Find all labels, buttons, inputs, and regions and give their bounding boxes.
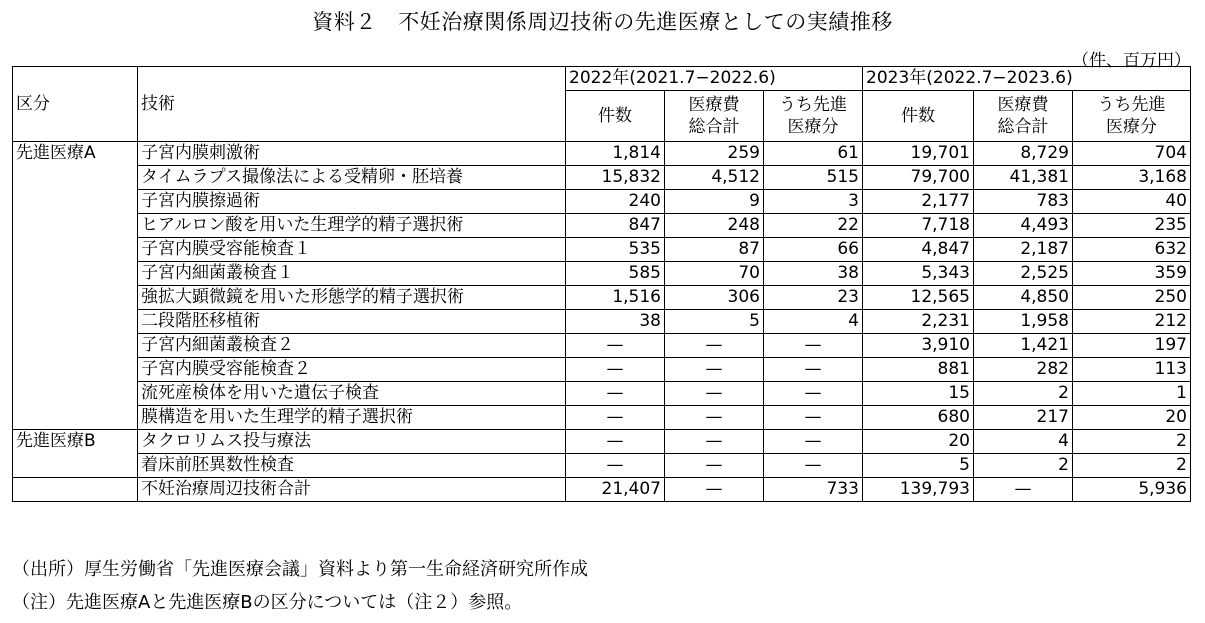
header-cost-2022 [665, 91, 764, 142]
row-count-2022: 1,814 [566, 142, 665, 166]
total-adv-2022: 733 [764, 478, 863, 502]
row-technique: タクロリムス投与療法 [138, 430, 566, 454]
row-count-2022: 1,516 [566, 286, 665, 310]
row-category [13, 358, 138, 382]
row-count-2022: 847 [566, 214, 665, 238]
row-count-2022: — [566, 334, 665, 358]
row-adv-2023: 1 [1073, 382, 1191, 406]
row-technique: タイムラプス撮像法による受精卵・胚培養 [138, 166, 566, 190]
row-count-2023: 3,910 [863, 334, 974, 358]
row-adv-2022: 3 [764, 190, 863, 214]
row-category [13, 310, 138, 334]
row-cost-2022: — [665, 454, 764, 478]
row-category [13, 286, 138, 310]
row-cost-2022: 4,512 [665, 166, 764, 190]
row-cost-2022: — [665, 382, 764, 406]
row-cost-2022: 248 [665, 214, 764, 238]
row-count-2022: 240 [566, 190, 665, 214]
row-cost-2023: 4 [974, 430, 1073, 454]
row-adv-2022: 66 [764, 238, 863, 262]
row-cost-2022: 9 [665, 190, 764, 214]
footnote: （注）先進医療Aと先進医療Bの区分については（注２）参照。 [12, 592, 523, 613]
row-adv-2023: 632 [1073, 238, 1191, 262]
row-cost-2022: — [665, 406, 764, 430]
table-row [13, 238, 1191, 262]
page-title: 資料２ 不妊治療関係周辺技術の先進医療としての実績推移 [312, 10, 893, 34]
row-technique: 膜構造を用いた生理学的精子選択術 [138, 406, 566, 430]
header-cost-line2: 総合計 [997, 117, 1049, 137]
row-adv-2023: 704 [1073, 142, 1191, 166]
row-cost-2023: 2 [974, 382, 1073, 406]
row-count-2023: 2,177 [863, 190, 974, 214]
row-technique: ヒアルロン酸を用いた生理学的精子選択術 [138, 214, 566, 238]
row-count-2023: 15 [863, 382, 974, 406]
row-category [13, 334, 138, 358]
row-count-2022: — [566, 358, 665, 382]
row-technique: 流死産検体を用いた遺伝子検査 [138, 382, 566, 406]
row-count-2023: 20 [863, 430, 974, 454]
row-adv-2023: 20 [1073, 406, 1191, 430]
row-count-2023: 79,700 [863, 166, 974, 190]
row-cost-2023: 2,525 [974, 262, 1073, 286]
row-adv-2022: 22 [764, 214, 863, 238]
table-row [13, 358, 1191, 382]
row-adv-2022: 515 [764, 166, 863, 190]
total-cost-2022: — [665, 478, 764, 502]
row-cost-2022: 87 [665, 238, 764, 262]
table-body [13, 142, 1191, 478]
row-adv-2023: 197 [1073, 334, 1191, 358]
row-adv-2022: — [764, 430, 863, 454]
table-row [13, 334, 1191, 358]
row-category [13, 166, 138, 190]
table-row [13, 214, 1191, 238]
row-technique: 子宮内膜擦過術 [138, 190, 566, 214]
row-count-2023: 680 [863, 406, 974, 430]
table-row [13, 262, 1191, 286]
header-count-2022: 件数 [566, 91, 665, 142]
header-adv-2023 [1073, 91, 1191, 142]
row-count-2022: — [566, 454, 665, 478]
table-row [13, 190, 1191, 214]
row-cost-2023: 1,958 [974, 310, 1073, 334]
total-adv-2023: 5,936 [1073, 478, 1191, 502]
header-cost-2023 [974, 91, 1073, 142]
row-cost-2022: 70 [665, 262, 764, 286]
row-adv-2023: 2 [1073, 454, 1191, 478]
source-note: （出所）厚生労働省「先進医療会議」資料より第一生命経済研究所作成 [12, 559, 588, 580]
table-row [13, 142, 1191, 166]
results-table [12, 66, 1191, 502]
row-adv-2022: — [764, 406, 863, 430]
table-row [13, 406, 1191, 430]
row-count-2022: 38 [566, 310, 665, 334]
row-count-2022: — [566, 430, 665, 454]
row-adv-2022: — [764, 382, 863, 406]
row-category [13, 454, 138, 478]
total-label: 不妊治療周辺技術合計 [138, 478, 566, 502]
header-cost-line2: 総合計 [688, 117, 740, 137]
row-adv-2023: 113 [1073, 358, 1191, 382]
header-adv-line1: うち先進 [779, 95, 847, 115]
header-adv-2022 [764, 91, 863, 142]
row-count-2023: 4,847 [863, 238, 974, 262]
row-cost-2022: 306 [665, 286, 764, 310]
row-cost-2023: 2,187 [974, 238, 1073, 262]
total-row [13, 478, 1191, 502]
unit-label: （件、百万円） [1072, 51, 1191, 71]
row-adv-2022: 38 [764, 262, 863, 286]
row-technique: 子宮内膜刺激術 [138, 142, 566, 166]
row-count-2023: 7,718 [863, 214, 974, 238]
row-count-2022: — [566, 406, 665, 430]
row-technique: 二段階胚移植術 [138, 310, 566, 334]
row-adv-2023: 2 [1073, 430, 1191, 454]
header-adv-line2: 医療分 [1106, 117, 1157, 137]
row-adv-2023: 212 [1073, 310, 1191, 334]
table-row [13, 382, 1191, 406]
row-technique: 子宮内膜受容能検査２ [138, 358, 566, 382]
row-technique: 子宮内細菌叢検査２ [138, 334, 566, 358]
row-cost-2022: — [665, 334, 764, 358]
table-row [13, 430, 1191, 454]
row-count-2023: 881 [863, 358, 974, 382]
row-category [13, 262, 138, 286]
row-technique: 着床前胚異数性検査 [138, 454, 566, 478]
row-adv-2022: — [764, 358, 863, 382]
row-category [13, 214, 138, 238]
row-count-2022: 535 [566, 238, 665, 262]
row-cost-2023: 282 [974, 358, 1073, 382]
total-count-2023: 139,793 [863, 478, 974, 502]
row-adv-2023: 250 [1073, 286, 1191, 310]
row-cost-2023: 4,493 [974, 214, 1073, 238]
row-adv-2022: 23 [764, 286, 863, 310]
header-adv-line1: うち先進 [1097, 95, 1166, 115]
header-cost-line1: 医療費 [997, 95, 1049, 115]
row-count-2022: 15,832 [566, 166, 665, 190]
table-row [13, 286, 1191, 310]
row-count-2023: 5,343 [863, 262, 974, 286]
header-cost-line1: 医療費 [688, 95, 740, 115]
row-adv-2023: 359 [1073, 262, 1191, 286]
table-row [13, 166, 1191, 190]
row-technique: 子宮内細菌叢検査１ [138, 262, 566, 286]
header-adv-line2: 医療分 [787, 117, 839, 137]
header-period-2022: 2022年(2021.7−2022.6) [566, 67, 863, 91]
row-technique: 強拡大顕微鏡を用いた形態学的精子選択術 [138, 286, 566, 310]
row-cost-2022: — [665, 430, 764, 454]
total-cost-2023: — [974, 478, 1073, 502]
header-technique: 技術 [138, 67, 566, 142]
row-adv-2022: 61 [764, 142, 863, 166]
row-category [13, 190, 138, 214]
total-count-2022: 21,407 [566, 478, 665, 502]
row-category [13, 406, 138, 430]
header-count-2023: 件数 [863, 91, 974, 142]
row-adv-2022: — [764, 334, 863, 358]
row-category [13, 382, 138, 406]
row-category: 先進医療B [13, 430, 138, 454]
row-adv-2022: — [764, 454, 863, 478]
total-category [13, 478, 138, 502]
row-cost-2023: 2 [974, 454, 1073, 478]
row-adv-2023: 3,168 [1073, 166, 1191, 190]
row-count-2023: 2,231 [863, 310, 974, 334]
row-adv-2023: 40 [1073, 190, 1191, 214]
row-cost-2023: 217 [974, 406, 1073, 430]
row-cost-2022: 5 [665, 310, 764, 334]
row-cost-2023: 4,850 [974, 286, 1073, 310]
row-cost-2022: 259 [665, 142, 764, 166]
row-cost-2023: 1,421 [974, 334, 1073, 358]
table-row [13, 454, 1191, 478]
row-count-2023: 12,565 [863, 286, 974, 310]
row-cost-2022: — [665, 358, 764, 382]
row-count-2023: 5 [863, 454, 974, 478]
row-count-2022: 585 [566, 262, 665, 286]
row-category: 先進医療A [13, 142, 138, 166]
header-category: 区分 [13, 67, 138, 142]
row-adv-2023: 235 [1073, 214, 1191, 238]
row-cost-2023: 41,381 [974, 166, 1073, 190]
row-adv-2022: 4 [764, 310, 863, 334]
row-cost-2023: 8,729 [974, 142, 1073, 166]
header-period-2023: 2023年(2022.7−2023.6) [863, 67, 1191, 91]
row-count-2022: — [566, 382, 665, 406]
row-cost-2023: 783 [974, 190, 1073, 214]
row-count-2023: 19,701 [863, 142, 974, 166]
row-technique: 子宮内膜受容能検査１ [138, 238, 566, 262]
row-category [13, 238, 138, 262]
table-row [13, 310, 1191, 334]
